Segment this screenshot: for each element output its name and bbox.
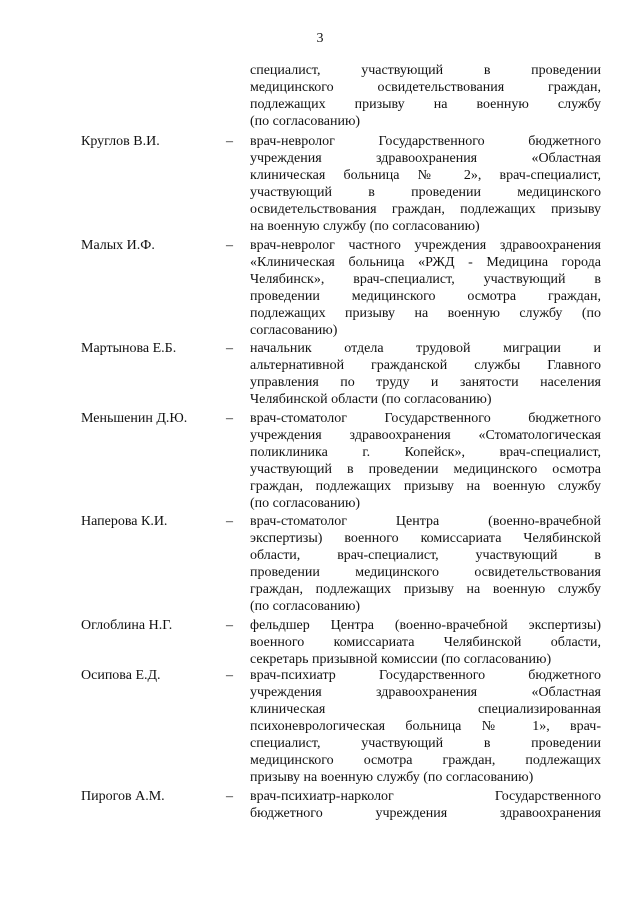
description-line: освидетельствования граждан, подлежащих призыву	[250, 202, 601, 217]
description-line: на военную службу (по согласованию)	[250, 219, 480, 234]
description-line: учреждения здравоохранения «Областная	[250, 685, 601, 700]
member-name: Пирогов А.М.	[81, 789, 165, 804]
dash-separator: –	[226, 514, 233, 529]
description-line: специалист, участвующий в проведении	[250, 63, 601, 78]
description-line: врач-психиатр-нарколог Государственного	[250, 789, 601, 804]
description-line: врач-стоматолог Государственного бюджетного	[250, 411, 601, 426]
description-line: начальник отдела трудовой миграции и	[250, 341, 601, 356]
dash-separator: –	[226, 668, 233, 683]
description-line: (по согласованию)	[250, 496, 361, 511]
member-position-description	[250, 237, 601, 339]
member-position-description	[250, 513, 601, 615]
member-name: Наперова К.И.	[81, 514, 168, 529]
description-line: Челябинской области (по согласованию)	[250, 392, 492, 407]
description-line: (по согласованию)	[250, 114, 361, 129]
member-name: Оглоблина Н.Г.	[81, 618, 173, 633]
description-line: специалист, участвующий в проведении	[250, 736, 601, 751]
member-position-description	[250, 62, 601, 130]
description-line: клиническая больница № 2», врач-специалист,	[250, 168, 601, 183]
dash-separator: –	[226, 238, 233, 253]
description-line: участвующий в проведении медицинского осмотра	[250, 462, 601, 477]
dash-separator: –	[226, 341, 233, 356]
description-line: бюджетного учреждения здравоохранения	[250, 806, 601, 821]
member-position-description	[250, 617, 601, 668]
description-line: врач-невролог частного учреждения здравоохранения	[250, 238, 601, 253]
description-line: проведении медицинского освидетельствования	[250, 565, 601, 580]
description-line: экспертизы) военного комиссариата Челябинской	[250, 531, 601, 546]
description-line: управления по труду и занятости населения	[250, 375, 601, 390]
member-name: Меньшенин Д.Ю.	[81, 411, 188, 426]
description-line: граждан, подлежащих призыву на военную службу	[250, 582, 601, 597]
description-line: области, врач-специалист, участвующий в	[250, 548, 601, 563]
description-line: поликлиника г. Копейск», врач-специалист,	[250, 445, 601, 460]
member-name: Малых И.Ф.	[81, 238, 155, 253]
dash-separator: –	[226, 789, 233, 804]
description-line: участвующий в проведении медицинского	[250, 185, 601, 200]
description-line: согласованию)	[250, 323, 338, 338]
member-position-description	[250, 340, 601, 408]
member-position-description	[250, 410, 601, 512]
description-line: клиническая специализированная	[250, 702, 601, 717]
dash-separator: –	[226, 618, 233, 633]
dash-separator: –	[226, 134, 233, 149]
description-line: психоневрологическая больница № 1», врач-	[250, 719, 601, 734]
description-line: медицинского освидетельствования граждан,	[250, 80, 601, 95]
description-line: «Клиническая больница «РЖД - Медицина города	[250, 255, 601, 270]
member-position-description	[250, 667, 601, 786]
dash-separator: –	[226, 411, 233, 426]
member-position-description	[250, 788, 601, 822]
description-line: подлежащих призыву на военную службу (по	[250, 306, 601, 321]
member-name: Круглов В.И.	[81, 134, 160, 149]
description-line: призыву на военную службу (по согласованию)	[250, 770, 534, 785]
description-line: врач-невролог Государственного бюджетного	[250, 134, 601, 149]
description-line: подлежащих призыву на военную службу	[250, 97, 601, 112]
description-line: Челябинск», врач-специалист, участвующий в	[250, 272, 601, 287]
description-line: проведении медицинского осмотра граждан,	[250, 289, 601, 304]
description-line: врач-стоматолог Центра (военно-врачебной	[250, 514, 601, 529]
member-position-description	[250, 133, 601, 235]
description-line: (по согласованию)	[250, 599, 361, 614]
description-line: учреждения здравоохранения «Стоматологическая	[250, 428, 601, 443]
description-line: медицинского осмотра граждан, подлежащих	[250, 753, 601, 768]
member-name: Осипова Е.Д.	[81, 668, 161, 683]
description-line: врач-психиатр Государственного бюджетного	[250, 668, 601, 683]
description-line: граждан, подлежащих призыву на военную службу	[250, 479, 601, 494]
page-number: 3	[316, 31, 324, 46]
description-line: фельдшер Центра (военно-врачебной экспертизы)	[250, 618, 601, 633]
description-line: военного комиссариата Челябинской области,	[250, 635, 601, 650]
description-line: секретарь призывной комиссии (по согласованию)	[250, 652, 552, 667]
description-line: альтернативной гражданской службы Главного	[250, 358, 601, 373]
description-line: учреждения здравоохранения «Областная	[250, 151, 601, 166]
member-name: Мартынова Е.Б.	[81, 341, 177, 356]
